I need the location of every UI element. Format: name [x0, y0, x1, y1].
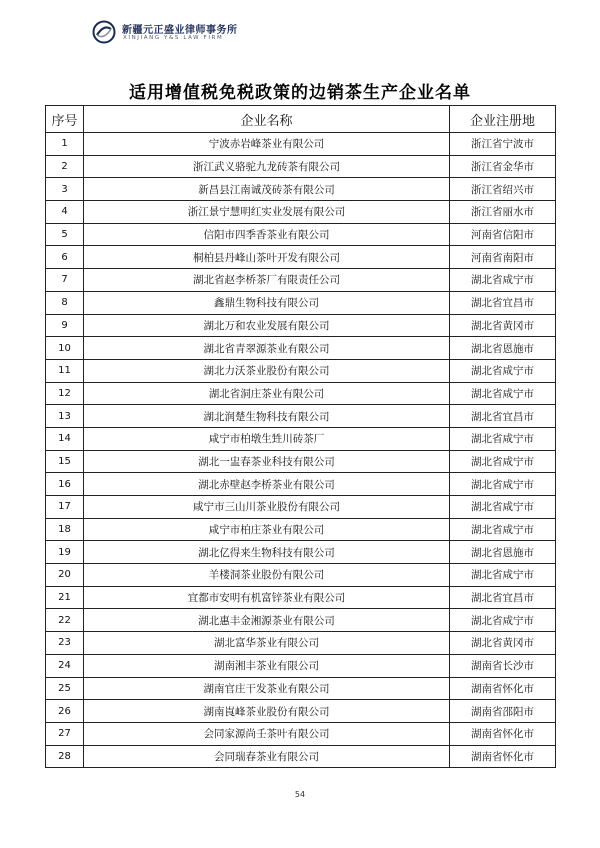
table-row: [46, 564, 556, 587]
enterprise-name: 信阳市四季香茶业有限公司: [84, 223, 450, 246]
registration-place: 湖北省恩施市: [450, 337, 556, 360]
registration-place: 湖北省咸宁市: [450, 269, 556, 292]
table-row: [46, 654, 556, 677]
registration-place: 湖北省宜昌市: [450, 405, 556, 428]
row-index: 6: [46, 246, 84, 269]
enterprise-name: 咸宁市柏庄茶业有限公司: [84, 518, 450, 541]
table-row: [46, 291, 556, 314]
registration-place: 浙江省金华市: [450, 155, 556, 178]
registration-place: 湖南省怀化市: [450, 677, 556, 700]
row-index: 19: [46, 541, 84, 564]
row-index: 4: [46, 201, 84, 224]
registration-place: 湖北省黄冈市: [450, 632, 556, 655]
enterprise-name: 湖北省青翠源茶业有限公司: [84, 337, 450, 360]
row-index: 25: [46, 677, 84, 700]
enterprise-name: 宁波赤岩峰茶业有限公司: [84, 133, 450, 156]
firm-header: [92, 18, 352, 48]
enterprise-name: 湖北惠丰金湘源茶业有限公司: [84, 609, 450, 632]
row-index: 9: [46, 314, 84, 337]
registration-place: 湖北省咸宁市: [450, 564, 556, 587]
enterprise-name: 浙江景宁慧明红实业发展有限公司: [84, 201, 450, 224]
table-row: [46, 133, 556, 156]
registration-place: 湖北省宜昌市: [450, 586, 556, 609]
registration-place: 湖南省怀化市: [450, 745, 556, 768]
enterprise-name: 咸宁市三山川茶业股份有限公司: [84, 496, 450, 519]
enterprise-name: 湖南湘丰茶业有限公司: [84, 654, 450, 677]
row-index: 26: [46, 700, 84, 723]
table-row: [46, 359, 556, 382]
row-index: 24: [46, 654, 84, 677]
row-index: 3: [46, 178, 84, 201]
registration-place: 浙江省绍兴市: [450, 178, 556, 201]
table-row: [46, 427, 556, 450]
table-row: [46, 382, 556, 405]
table-row: [46, 223, 556, 246]
row-index: 22: [46, 609, 84, 632]
registration-place: 湖北省咸宁市: [450, 473, 556, 496]
firm-logo-icon: [92, 20, 116, 44]
table-row: [46, 201, 556, 224]
enterprise-name: 湖南崀峰茶业股份有限公司: [84, 700, 450, 723]
registration-place: 湖北省咸宁市: [450, 518, 556, 541]
enterprise-name: 湖北亿得来生物科技有限公司: [84, 541, 450, 564]
col-header-index: 序号: [46, 106, 84, 133]
enterprise-name: 湖北省洞庄茶业有限公司: [84, 382, 450, 405]
registration-place: 河南省南阳市: [450, 246, 556, 269]
firm-name-cn: 新疆元正盛业律师事务所: [122, 25, 238, 36]
table-row: [46, 722, 556, 745]
table-body: [46, 133, 556, 768]
col-header-enterprise-name: 企业名称: [84, 106, 450, 133]
row-index: 1: [46, 133, 84, 156]
registration-place: 浙江省丽水市: [450, 201, 556, 224]
enterprise-name: 湖北赤壁赵李桥茶业有限公司: [84, 473, 450, 496]
row-index: 5: [46, 223, 84, 246]
col-header-registration-place: 企业注册地: [450, 106, 556, 133]
table-row: [46, 609, 556, 632]
enterprise-name: 湖北万和农业发展有限公司: [84, 314, 450, 337]
table-row: [46, 632, 556, 655]
table-row: [46, 700, 556, 723]
table-row: [46, 586, 556, 609]
enterprise-name: 湖北一盅春茶业科技有限公司: [84, 450, 450, 473]
row-index: 23: [46, 632, 84, 655]
table-row: [46, 405, 556, 428]
table-row: [46, 246, 556, 269]
row-index: 10: [46, 337, 84, 360]
table-row: [46, 677, 556, 700]
enterprise-name: 湖北力沃茶业股份有限公司: [84, 359, 450, 382]
document-title: 适用增值税免税政策的边销茶生产企业名单: [129, 83, 471, 103]
enterprise-name: 鑫鼎生物科技有限公司: [84, 291, 450, 314]
registration-place: 湖北省咸宁市: [450, 496, 556, 519]
enterprise-name: 会同家源尚壬茶叶有限公司: [84, 722, 450, 745]
enterprise-name: 羊楼洞茶业股份有限公司: [84, 564, 450, 587]
firm-name-en: XINJIANG Y&S LAW FIRM: [123, 35, 224, 41]
enterprise-name: 浙江武义骆驼九龙砖茶有限公司: [84, 155, 450, 178]
row-index: 17: [46, 496, 84, 519]
registration-place: 湖北省咸宁市: [450, 609, 556, 632]
registration-place: 湖北省咸宁市: [450, 427, 556, 450]
enterprise-name: 湖北富华茶业有限公司: [84, 632, 450, 655]
enterprise-table: [45, 105, 556, 768]
table-row: [46, 155, 556, 178]
table-row: [46, 178, 556, 201]
registration-place: 湖北省咸宁市: [450, 450, 556, 473]
enterprise-name: 会同瑞春茶业有限公司: [84, 745, 450, 768]
row-index: 27: [46, 722, 84, 745]
row-index: 2: [46, 155, 84, 178]
enterprise-name: 湖北润楚生物科技有限公司: [84, 405, 450, 428]
row-index: 12: [46, 382, 84, 405]
enterprise-name: 宜都市安明有机富锌茶业有限公司: [84, 586, 450, 609]
enterprise-name: 新昌县江南诚茂砖茶有限公司: [84, 178, 450, 201]
row-index: 14: [46, 427, 84, 450]
registration-place: 湖北省黄冈市: [450, 314, 556, 337]
table-row: [46, 269, 556, 292]
row-index: 11: [46, 359, 84, 382]
table-row: [46, 518, 556, 541]
row-index: 21: [46, 586, 84, 609]
table-header-row: [46, 106, 556, 133]
row-index: 28: [46, 745, 84, 768]
registration-place: 湖南省长沙市: [450, 654, 556, 677]
registration-place: 湖南省邵阳市: [450, 700, 556, 723]
table-row: [46, 541, 556, 564]
registration-place: 河南省信阳市: [450, 223, 556, 246]
table-row: [46, 745, 556, 768]
row-index: 18: [46, 518, 84, 541]
table-row: [46, 496, 556, 519]
registration-place: 湖南省怀化市: [450, 722, 556, 745]
registration-place: 湖北省咸宁市: [450, 382, 556, 405]
enterprise-name: 湖北省赵李桥茶厂有限责任公司: [84, 269, 450, 292]
row-index: 15: [46, 450, 84, 473]
row-index: 8: [46, 291, 84, 314]
registration-place: 湖北省咸宁市: [450, 359, 556, 382]
row-index: 16: [46, 473, 84, 496]
page-number: 54: [294, 790, 306, 799]
registration-place: 湖北省恩施市: [450, 541, 556, 564]
table-row: [46, 450, 556, 473]
registration-place: 浙江省宁波市: [450, 133, 556, 156]
table-row: [46, 314, 556, 337]
enterprise-name: 桐柏县丹峰山茶叶开发有限公司: [84, 246, 450, 269]
table-row: [46, 473, 556, 496]
row-index: 20: [46, 564, 84, 587]
enterprise-name: 咸宁市柏墩生甡川砖茶厂: [84, 427, 450, 450]
registration-place: 湖北省宜昌市: [450, 291, 556, 314]
row-index: 13: [46, 405, 84, 428]
enterprise-name: 湖南官庄干发茶业有限公司: [84, 677, 450, 700]
row-index: 7: [46, 269, 84, 292]
table-row: [46, 337, 556, 360]
